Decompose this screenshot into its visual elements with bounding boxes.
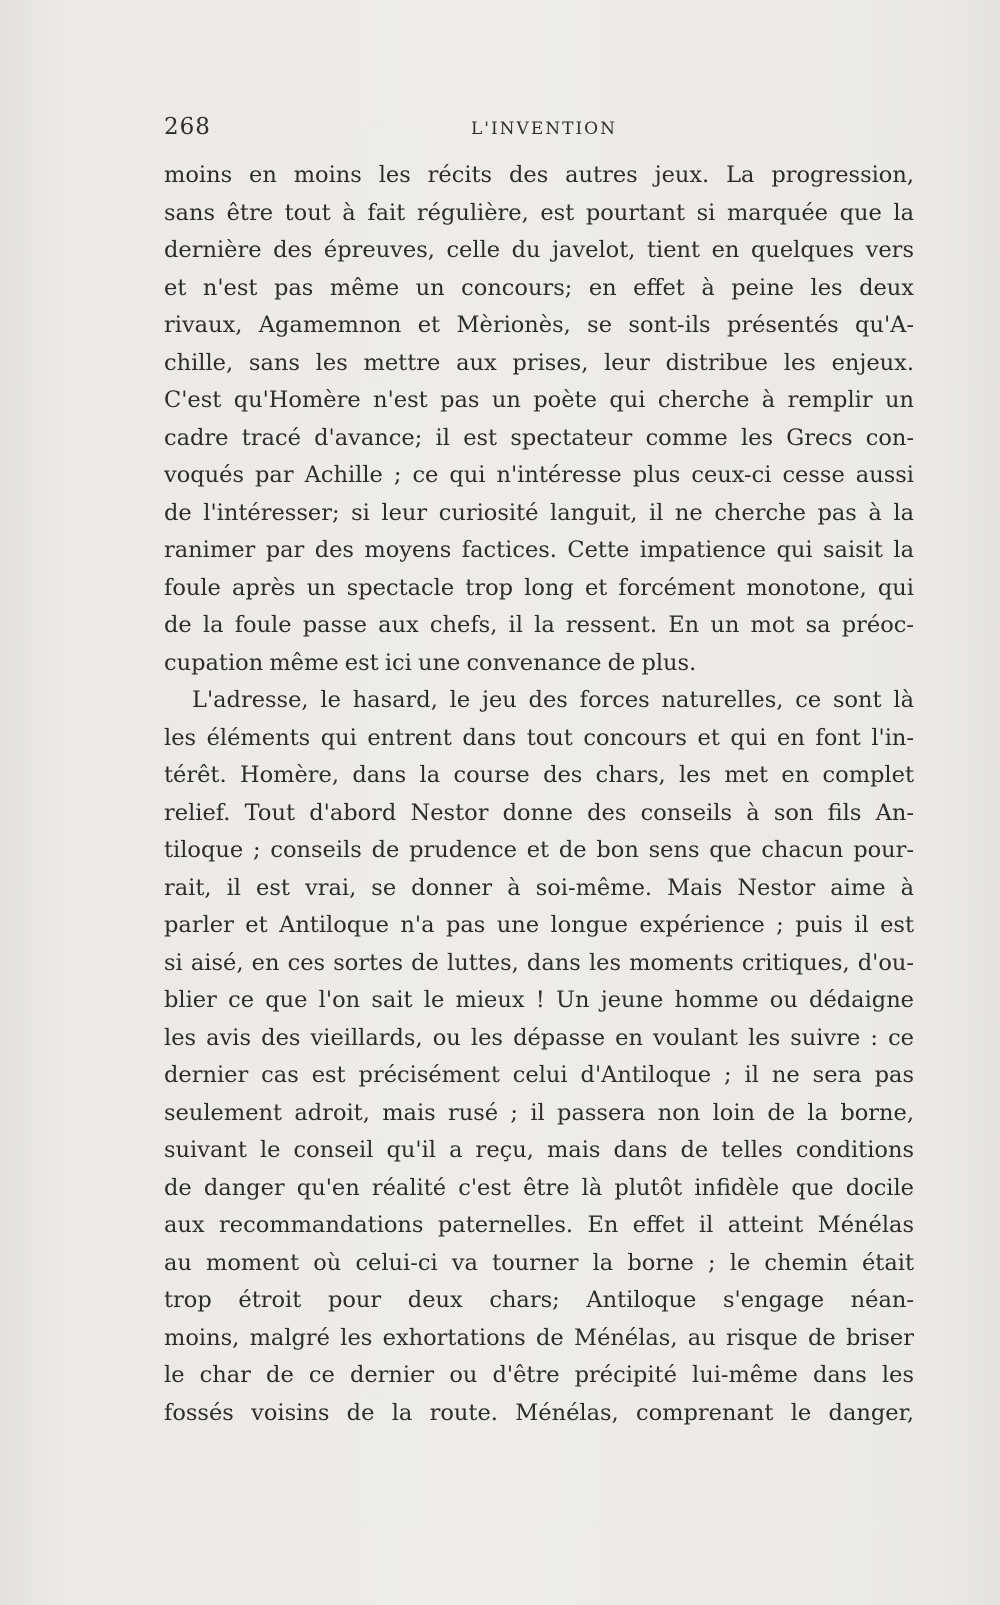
text-line: aux recommandations paternelles. En effet il atteint Ménélas xyxy=(164,1212,914,1238)
text-line: le char de ce dernier ou d'être précipité lui-même dans les xyxy=(164,1362,914,1388)
page-number: 268 xyxy=(164,114,211,140)
text-line: parler et Antiloque n'a pas une longue expérience ; puis il est xyxy=(164,912,914,938)
text-line: rait, il est vrai, se donner à soi-même. Mais Nestor aime à xyxy=(164,874,914,901)
text-line: les éléments qui entrent dans tout concours et qui en font l'in- xyxy=(164,724,914,751)
running-head: L'INVENTION xyxy=(471,119,617,139)
text-line: de l'intéresser; si leur curiosité languit, il ne cherche pas à la xyxy=(164,499,914,526)
text-line: ranimer par des moyens factices. Cette impatience qui saisit la xyxy=(164,537,914,563)
text-line: fossés voisins de la route. Ménélas, comprenant le danger, xyxy=(164,1399,914,1426)
text-line: et n'est pas même un concours; en effet à peine les deux xyxy=(164,274,914,301)
text-line: blier ce que l'on sait le mieux ! Un jeune homme ou dédaigne xyxy=(164,987,914,1013)
text-line: les avis des vieillards, ou les dépasse en voulant les suivre : ce xyxy=(164,1024,914,1051)
text-line: si aisé, en ces sortes de luttes, dans les moments critiques, d'ou- xyxy=(164,949,914,976)
text-line: suivant le conseil qu'il a reçu, mais dans de telles conditions xyxy=(164,1137,914,1163)
text-line: de danger qu'en réalité c'est être là plutôt infidèle que docile xyxy=(164,1174,914,1201)
text-line: tiloque ; conseils de prudence et de bon sens que chacun pour- xyxy=(164,837,914,863)
text-line: chille, sans les mettre aux prises, leur distribue les enjeux. xyxy=(164,349,914,376)
text-line: voqués par Achille ; ce qui n'intéresse plus ceux-ci cesse aussi xyxy=(164,462,914,488)
text-line: moins en moins les récits des autres jeux. La progression, xyxy=(164,162,914,188)
text-line: de la foule passe aux chefs, il la ressent. En un mot sa préoc- xyxy=(164,612,914,638)
text-line: foule après un spectacle trop long et forcément monotone, qui xyxy=(164,574,914,601)
text-line: moins, malgré les exhortations de Ménélas, au risque de briser xyxy=(164,1324,914,1351)
text-line: relief. Tout d'abord Nestor donne des conseils à son fils An- xyxy=(164,799,914,826)
body-text xyxy=(164,157,914,1432)
text-line: cadre tracé d'avance; il est spectateur comme les Grecs con- xyxy=(164,424,914,451)
text-line: C'est qu'Homère n'est pas un poète qui cherche à remplir un xyxy=(164,387,914,413)
text-line: dernière des épreuves, celle du javelot, tient en quelques vers xyxy=(164,237,914,263)
text-line: L'adresse, le hasard, le jeu des forces naturelles, ce sont là xyxy=(192,687,914,713)
text-line: rivaux, Agamemnon et Mèrionès, se sont-ils présentés qu'A- xyxy=(164,312,914,338)
text-line: seulement adroit, mais rusé ; il passera non loin de la borne, xyxy=(164,1099,914,1126)
page-header xyxy=(164,114,914,148)
text-line: térêt. Homère, dans la course des chars, les met en complet xyxy=(164,762,914,788)
text-line: trop étroit pour deux chars; Antiloque s'engage néan- xyxy=(164,1287,914,1313)
text-line: cupation même est ici une convenance de plus. xyxy=(164,649,697,676)
text-line: dernier cas est précisément celui d'Antiloque ; il ne sera pas xyxy=(164,1062,914,1088)
text-line: sans être tout à fait régulière, est pourtant si marquée que la xyxy=(164,199,914,226)
text-line: au moment où celui-ci va tourner la borne ; le chemin était xyxy=(164,1249,914,1276)
